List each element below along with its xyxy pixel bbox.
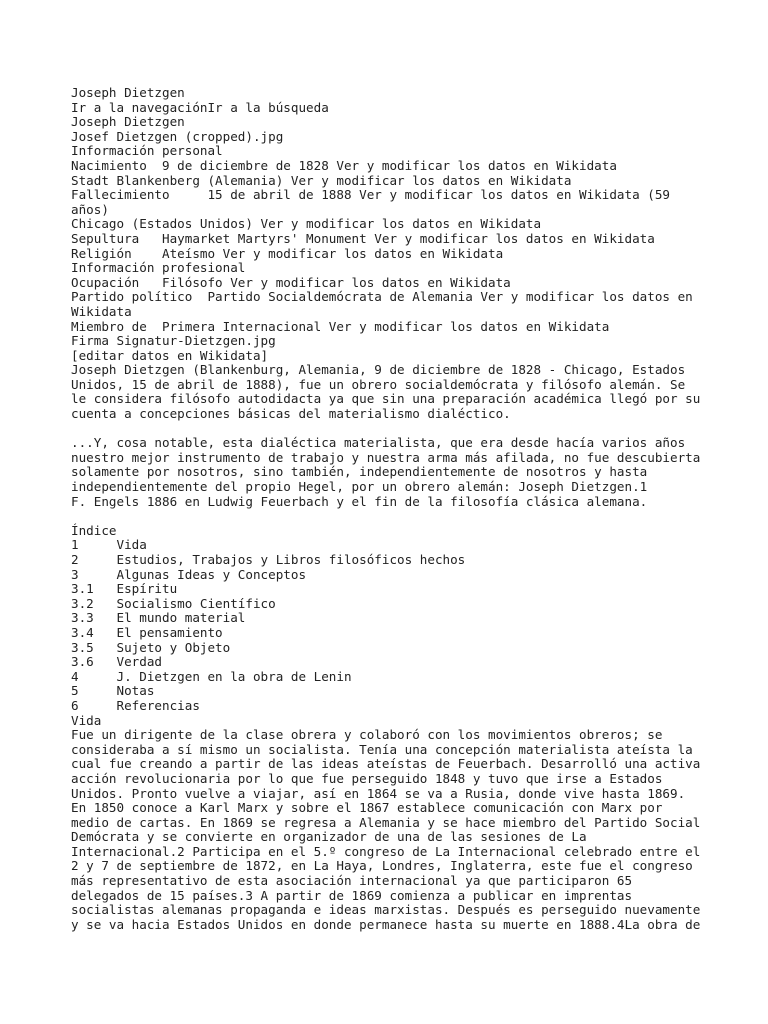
- text-line: Religión Ateísmo Ver y modificar los datos en Wikidata: [71, 245, 504, 261]
- text-line: socialistas alemanas propaganda e ideas marxistas. Después es perseguido nuevamente: [71, 902, 701, 918]
- text-line: delegados de 15 países.3 A partir de 1869 comienza a publicar en imprentas: [71, 887, 633, 903]
- text-line: Stadt Blankenberg (Alemania) Ver y modificar los datos en Wikidata: [71, 172, 572, 188]
- text-line: 5 Notas: [71, 683, 155, 699]
- text-line: 3.3 El mundo material: [71, 610, 246, 626]
- text-line: 4 J. Dietzgen en la obra de Lenin: [71, 668, 352, 684]
- text-line: Joseph Dietzgen: [71, 114, 185, 130]
- text-line: solamente por nosotros, sino también, independientemente de nosotros y hasta: [71, 464, 648, 480]
- text-line: 3.6 Verdad: [71, 654, 162, 670]
- text-line: 3.5 Sujeto y Objeto: [71, 639, 231, 655]
- text-line: nuestro mejor instrumento de trabajo y nuestra arma más afilada, no fue descubierta: [71, 449, 701, 465]
- text-line: le considera filósofo autodidacta ya que sin una preparación académica llegó por su: [71, 391, 701, 407]
- text-line: Nacimiento 9 de diciembre de 1828 Ver y modificar los datos en Wikidata: [71, 157, 617, 173]
- text-line: Unidos, 15 de abril de 1888), fue un obrero socialdemócrata y filósofo alemán. Se: [71, 376, 686, 392]
- blank-line: [71, 422, 711, 437]
- text-line: Unidos. Pronto vuelve a viajar, así en 1864 se va a Rusia, donde vive hasta 1869.: [71, 785, 686, 801]
- text-line: cual fue creando a partir de las ideas ateístas de Feuerbach. Desarrolló una activa: [71, 756, 701, 772]
- text-line: F. Engels 1886 en Ludwig Feuerbach y el fin de la filosofía clásica alemana.: [71, 493, 648, 509]
- text-line: 2 Estudios, Trabajos y Libros filosóficos hechos: [71, 552, 466, 567]
- text-line: Sepultura Haymarket Martyrs' Monument Ver y modificar los datos en Wikidata: [71, 230, 655, 246]
- text-line: Joseph Dietzgen: [71, 85, 185, 100]
- text-line: Wikidata: [71, 303, 132, 319]
- text-line: Internacional.2 Participa en el 5.º congreso de La Internacional celebrado entre el: [71, 843, 701, 859]
- text-line: Fallecimiento 15 de abril de 1888 Ver y modificar los datos en Wikidata (59: [71, 187, 670, 203]
- text-line: 2 y 7 de septiembre de 1872, en La Haya, Londres, Inglaterra, este fue el congreso: [71, 858, 693, 874]
- text-line: ...Y, cosa notable, esta dialéctica materialista, que era desde hacía varios años: [71, 435, 686, 451]
- text-line: 3.1 Espíritu: [71, 581, 178, 597]
- text-line: consideraba a sí mismo un socialista. Tenía una concepción materialista ateísta la: [71, 741, 693, 757]
- text-line: Información profesional: [71, 260, 246, 276]
- text-line: Información personal: [71, 143, 223, 159]
- text-line: medio de cartas. En 1869 se regresa a Alemania y se hace miembro del Partido Social: [71, 814, 701, 830]
- text-line: 3 Algunas Ideas y Conceptos: [71, 566, 307, 582]
- text-line: 3.2 Socialismo Científico: [71, 595, 276, 611]
- text-line: años): [71, 201, 109, 217]
- text-line: cuenta a concepciones básicas del materialismo dialéctico.: [71, 406, 511, 422]
- text-line: Demócrata y se convierte en organizador de una de las sesiones de La: [71, 829, 587, 845]
- text-line: Josef Dietzgen (cropped).jpg: [71, 128, 284, 144]
- text-line: Vida: [71, 712, 102, 728]
- text-line: [editar datos en Wikidata]: [71, 347, 269, 363]
- text-line: Fue un dirigente de la clase obrera y colaboró con los movimientos obreros; se: [71, 727, 663, 743]
- text-line: 3.4 El pensamiento: [71, 624, 223, 640]
- text-line: Ir a la navegaciónIr a la búsqueda: [71, 99, 329, 115]
- text-line: Índice: [71, 522, 117, 538]
- blank-line: [71, 509, 711, 524]
- text-line: Partido político Partido Socialdemócrata de Alemania Ver y modificar los datos en: [71, 289, 693, 305]
- text-line: En 1850 conoce a Karl Marx y sobre el 1867 establece comunicación con Marx por: [71, 800, 663, 816]
- text-line: Joseph Dietzgen (Blankenburg, Alemania, 9 de diciembre de 1828 - Chicago, Estados: [71, 362, 686, 378]
- text-line: 6 Referencias: [71, 697, 200, 713]
- text-line: acción revolucionaria por lo que fue perseguido 1848 y tuvo que irse a Estados: [71, 770, 663, 786]
- text-line: Miembro de Primera Internacional Ver y modificar los datos en Wikidata: [71, 318, 610, 334]
- text-line: independientemente del propio Hegel, por un obrero alemán: Joseph Dietzgen.1: [71, 479, 648, 495]
- text-line: más representativo de esta asociación internacional ya que participaron 65: [71, 873, 633, 889]
- text-line: y se va hacia Estados Unidos en donde permanece hasta su muerte en 1888.4La obra de: [71, 916, 701, 932]
- text-line: Firma Signatur-Dietzgen.jpg: [71, 333, 276, 349]
- text-line: 1 Vida: [71, 537, 147, 553]
- text-line: Ocupación Filósofo Ver y modificar los datos en Wikidata: [71, 274, 511, 290]
- document-page: [71, 86, 711, 932]
- text-line: Chicago (Estados Unidos) Ver y modificar los datos en Wikidata: [71, 216, 542, 232]
